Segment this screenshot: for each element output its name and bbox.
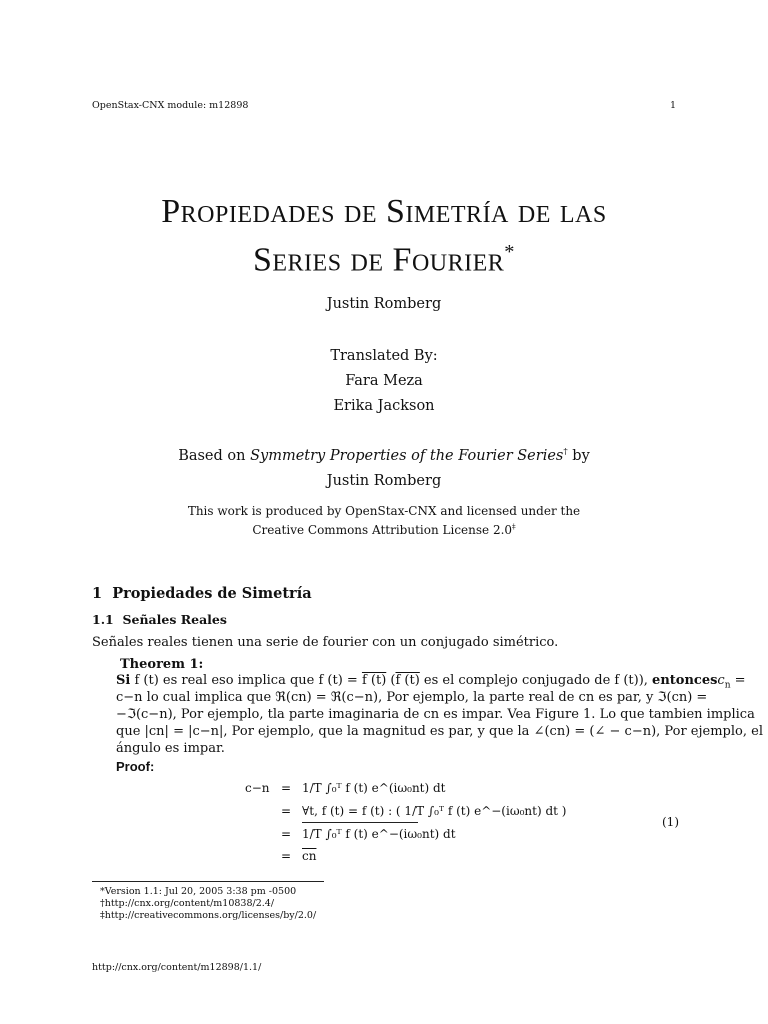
theorem-cn: c — [717, 673, 725, 688]
theorem-cn-sub: n — [724, 680, 731, 691]
subsection-title: Señales Reales — [122, 612, 227, 627]
based-on-line — [0, 447, 768, 464]
module-header: OpenStax-CNX module: m12898 — [92, 100, 249, 111]
equation-eq-4: = — [281, 849, 292, 863]
section-number: 1 — [92, 585, 103, 602]
theorem-label: Theorem 1: — [120, 657, 204, 672]
footnote-rule — [92, 881, 324, 882]
theorem-line-4: que |cn| = |c−n|, Por ejemplo, que la magnitud es par, y que la ∠(cn) = (∠ − c−n), Por ejemplo, el — [116, 724, 763, 739]
footnote-link-1[interactable]: †http://cnx.org/content/m10838/2.4/ — [100, 898, 275, 909]
subsection-number: 1.1 — [92, 612, 114, 627]
equation-overline — [302, 822, 418, 823]
translated-by-label: Translated By: — [330, 348, 438, 364]
theorem-conj-2: f (t) — [395, 673, 420, 688]
license-line-2 — [0, 522, 768, 537]
translator-1: Fara Meza — [345, 373, 423, 389]
theorem-text-1f: es el complejo conjugado de f (t)), — [419, 673, 653, 688]
theorem-text-1b: f (t) es real eso implica que f (t) = — [130, 673, 362, 688]
theorem-line-2: c−n lo cual implica que ℜ(cn) = ℜ(c−n), Por ejemplo, la parte real de cn es par, y ℑ(cn) = — [116, 690, 708, 705]
theorem-conj-1: f (t) — [361, 673, 387, 688]
theorem-line-5: ángulo es impar. — [116, 741, 225, 756]
translator-2: Erika Jackson — [333, 398, 435, 414]
license-line-1: This work is produced by OpenStax-CNX and licensed under the — [187, 504, 581, 518]
based-on-prefix: Based on — [178, 447, 251, 464]
equation-row-3: 1/T ∫₀ᵀ f (t) e^−(iω₀nt) dt — [302, 827, 456, 841]
license-text: Creative Commons Attribution License 2.0 — [252, 523, 513, 537]
equation-eq-3: = — [281, 827, 292, 841]
intro-paragraph: Señales reales tienen una serie de fourier con un conjugado simétrico. — [92, 635, 559, 650]
license-mark: ‡ — [512, 522, 516, 531]
subsection-heading — [92, 612, 227, 627]
theorem-entonces: entonces — [652, 673, 718, 688]
equation-row-4: $\overline{cn}$ — [302, 849, 317, 863]
theorem-eq: = — [730, 673, 746, 688]
footer-url[interactable]: http://cnx.org/content/m12898/1.1/ — [92, 962, 262, 973]
theorem-text-1d: ( — [386, 673, 396, 688]
document-title — [0, 192, 768, 280]
based-on-suffix: by — [567, 447, 590, 464]
equation-lhs: c−n — [245, 781, 270, 795]
based-on-author: Justin Romberg — [326, 473, 442, 489]
footnote-link-2[interactable]: ‡http://creativecommons.org/licenses/by/2.0/ — [100, 910, 317, 921]
theorem-si: Si — [116, 673, 131, 688]
author: Justin Romberg — [326, 296, 442, 312]
section-heading — [92, 585, 312, 602]
equation-eq-1: = — [281, 781, 292, 795]
proof-label: Proof: — [116, 759, 155, 774]
equation-number: (1) — [662, 815, 679, 829]
footnote-version: *Version 1.1: Jul 20, 2005 3:38 pm -0500 — [100, 886, 297, 897]
based-on-mark: † — [563, 447, 568, 457]
page-number: 1 — [669, 100, 676, 111]
title-footnote-mark: * — [504, 241, 515, 263]
equation-row-1: 1/T ∫₀ᵀ f (t) e^(iω₀nt) dt — [302, 781, 446, 795]
theorem-line-3: −ℑ(c−n), Por ejemplo, tla parte imaginaria de cn es impar. Vea Figure 1. Lo que tambien implica — [116, 707, 755, 722]
title-line-1: Propiedades de Simetría de las — [161, 193, 607, 230]
based-on-work: Symmetry Properties of the Fourier Series — [250, 447, 564, 464]
equation-row-2: ∀t, f (t) = f (t) : ( 1/T ∫₀ᵀ f (t) e^−(iω₀nt) dt ) — [302, 804, 567, 818]
equation-eq-2: = — [281, 804, 292, 818]
title-line-2: Series de Fourier — [252, 241, 505, 279]
section-title: Propiedades de Simetría — [112, 585, 312, 602]
